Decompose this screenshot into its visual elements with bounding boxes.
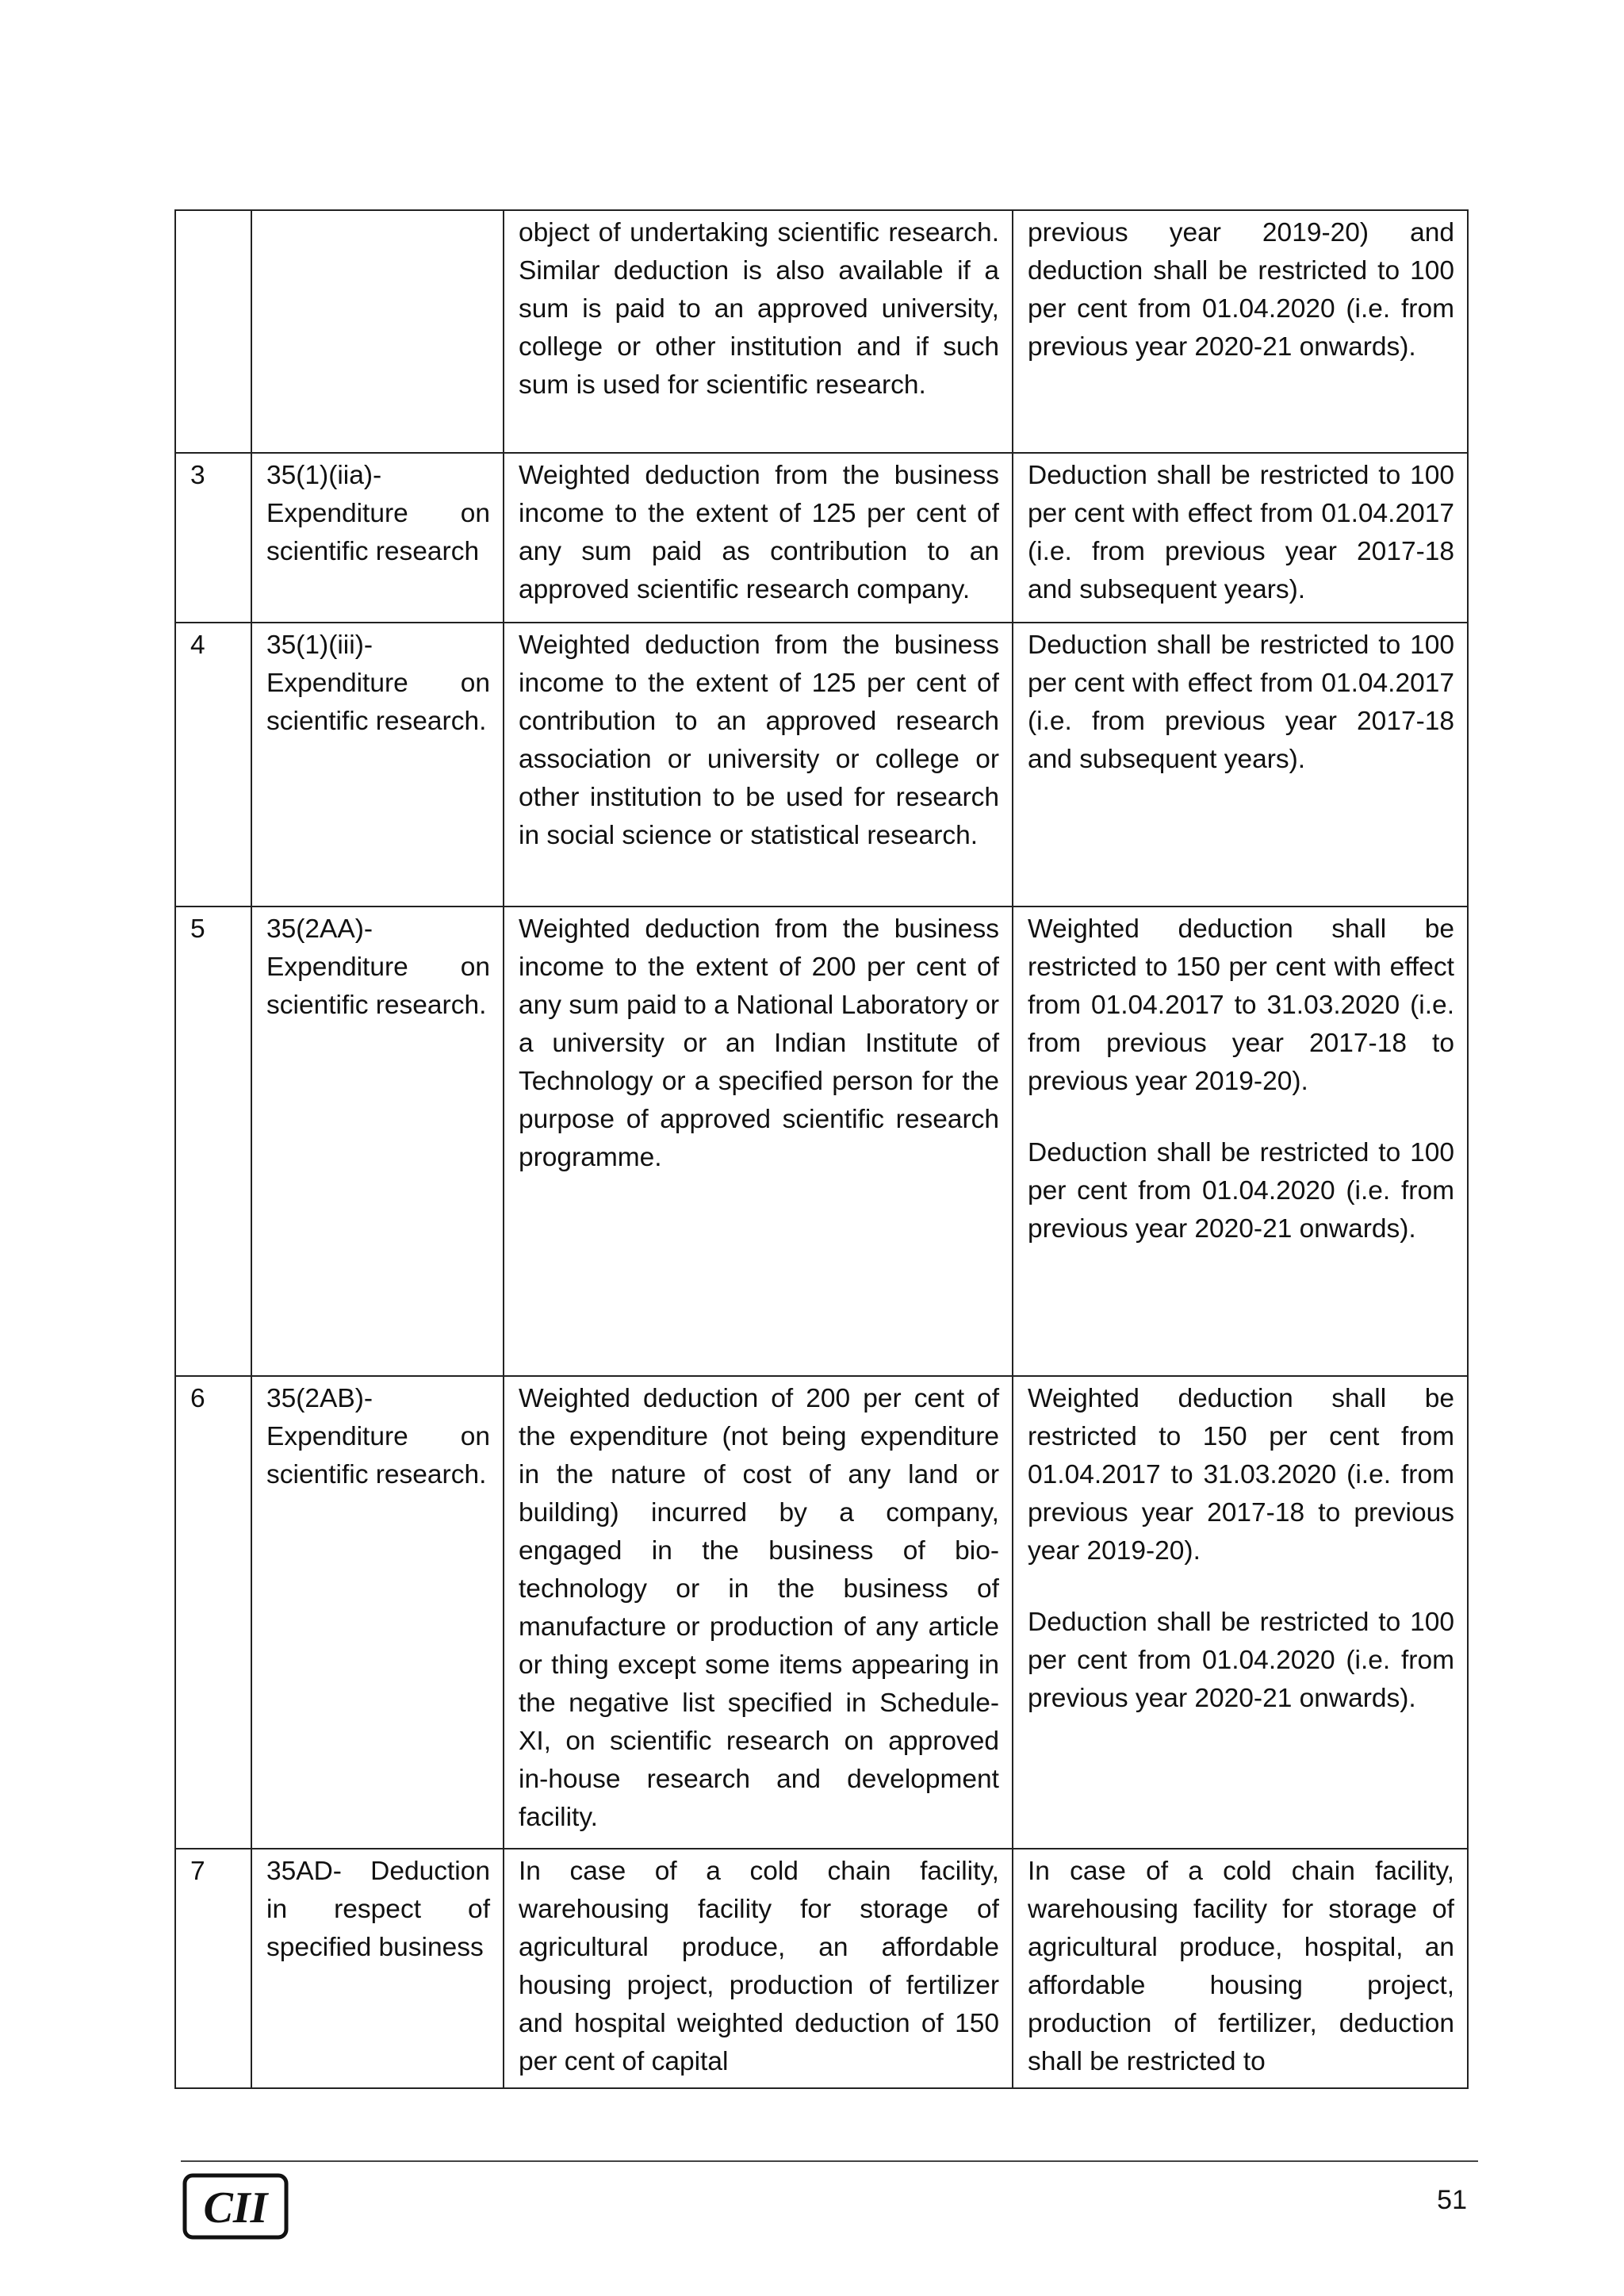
restriction-cell <box>1013 623 1468 907</box>
restriction-cell <box>1013 453 1468 623</box>
restriction-text-second: Deduction shall be restricted to 100 per cent from 01.04.2020 (i.e. from previous year 2020-21 onwards). <box>1028 1138 1454 1244</box>
section-cell <box>251 210 504 453</box>
row-number: 4 <box>175 623 251 907</box>
restriction-text: previous year 2019-20) and deduction shall be restricted to 100 per cent from 01.04.2020 (i.e. from previous year 2020-21 onwards). <box>1028 218 1454 362</box>
row-number: 7 <box>175 1849 251 2088</box>
deductions-table <box>174 209 1469 2089</box>
restriction-text: Weighted deduction shall be restricted to 150 per cent from 01.04.2017 to 31.03.2020 (i.e. from previous year 2017-18 to previous year 2019-20). <box>1028 1384 1454 1566</box>
restriction-cell <box>1013 1376 1468 1849</box>
restriction-text-second: Deduction shall be restricted to 100 per cent from 01.04.2020 (i.e. from previous year 2020-21 onwards). <box>1028 1608 1454 1713</box>
restriction-cell <box>1013 210 1468 453</box>
description-cell: In case of a cold chain facility, warehousing facility for storage of agricultural produce, an affordable housing project, production of fertilizer and hospital weighted deduction of 150 per cent of capital <box>504 1849 1013 2088</box>
restriction-text: In case of a cold chain facility, warehousing facility for storage of agricultural produce, hospital, an affordable housing project, production of fertilizer, deduction shall be restricted to <box>1028 1857 1454 2076</box>
description-cell: Weighted deduction from the business income to the extent of 200 per cent of any sum paid to a National Laboratory or a university or an Indian Institute of Technology or a specified person for the purpose of approved scientific research programme. <box>504 907 1013 1376</box>
restriction-text: Deduction shall be restricted to 100 per cent with effect from 01.04.2017 (i.e. from previous year 2017-18 and subsequent years). <box>1028 461 1454 604</box>
section-cell: 35(1)(iii)- Expenditure on scientific research. <box>251 623 504 907</box>
restriction-text: Weighted deduction shall be restricted to 150 per cent with effect from 01.04.2017 to 31.03.2020 (i.e. from previous year 2017-18 to previous year 2019-20). <box>1028 914 1454 1096</box>
svg-text:CII: CII <box>203 2183 268 2233</box>
row-number: 5 <box>175 907 251 1376</box>
row-number: 6 <box>175 1376 251 1849</box>
section-cell: 35(2AA)- Expenditure on scientific research. <box>251 907 504 1376</box>
restriction-text: Deduction shall be restricted to 100 per cent with effect from 01.04.2017 (i.e. from previous year 2017-18 and subsequent years). <box>1028 631 1454 774</box>
page-number: 51 <box>1437 2185 1467 2215</box>
table-row <box>175 907 1468 1376</box>
cii-logo <box>182 2173 289 2240</box>
footer-divider <box>181 2160 1478 2162</box>
table-row <box>175 623 1468 907</box>
section-cell: 35(2AB)- Expenditure on scientific research. <box>251 1376 504 1849</box>
description-cell: Weighted deduction from the business income to the extent of 125 per cent of any sum paid as contribution to an approved scientific research company. <box>504 453 1013 623</box>
row-number: 3 <box>175 453 251 623</box>
row-number <box>175 210 251 453</box>
restriction-cell <box>1013 1849 1468 2088</box>
table-row <box>175 1376 1468 1849</box>
description-cell: Weighted deduction of 200 per cent of the expenditure (not being expenditure in the nature of cost of any land or building) incurred by a company, engaged in the business of bio-technology or in the business of manufacture or production of any article or thing except some items appearing in the negative list specified in Schedule-XI, on scientific research on approved in-house research and development facility. <box>504 1376 1013 1849</box>
section-cell: 35(1)(iia)- Expenditure on scientific research <box>251 453 504 623</box>
description-cell: object of undertaking scientific research. Similar deduction is also available if a sum is paid to an approved university, college or other institution and if such sum is used for scientific research. <box>504 210 1013 453</box>
table-row <box>175 210 1468 453</box>
restriction-cell <box>1013 907 1468 1376</box>
table-row <box>175 1849 1468 2088</box>
section-cell: 35AD- Deduction in respect of specified business <box>251 1849 504 2088</box>
description-cell: Weighted deduction from the business income to the extent of 125 per cent of contribution to an approved research association or university or college or other institution to be used for research in social science or statistical research. <box>504 623 1013 907</box>
table-row <box>175 453 1468 623</box>
